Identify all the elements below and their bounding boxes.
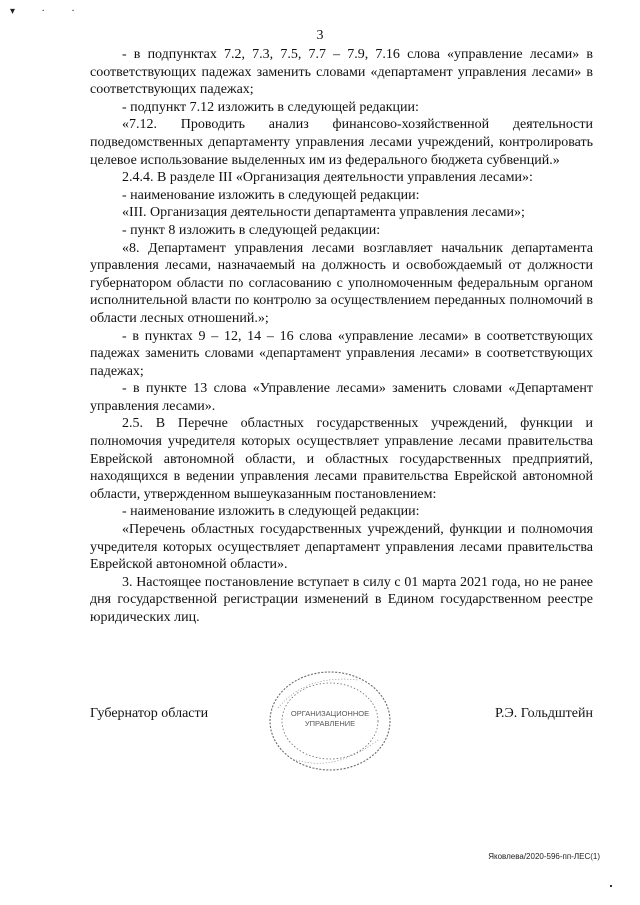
paragraph-13: «Перечень областных государственных учреждений, функции и полномочия учредителя которых осуществляет департамент управления лесами правительства Еврейской автономной области».: [90, 522, 593, 573]
paragraph-11: 2.5. В Перечне областных государственных учреждений, функции и полномочия учредителя которых осуществляет управление лесами правительства Еврейской автономной области, и областных государственных предприятий, находящихся в ведении управления лесами правительства Еврейской автономной области, утвержденном вышеуказанным постановлением:: [90, 416, 593, 502]
paragraph-4: 2.4.4. В разделе III «Организация деятельности управления лесами»:: [122, 170, 533, 186]
paragraph-10: - в пункте 13 слова «Управление лесами» заменить словами «Департамент управления лесами».: [90, 381, 593, 414]
paragraph-6: «III. Организация деятельности департамента управления лесами»;: [122, 205, 525, 221]
paragraph-5: - наименование изложить в следующей редакции:: [122, 187, 420, 203]
official-stamp: [266, 668, 394, 774]
stamp-text-line-1: ОРГАНИЗАЦИОННОЕ: [290, 709, 370, 718]
paragraph-3: «7.12. Проводить анализ финансово-хозяйственной деятельности подведомственных департаменту управления лесами учреждений, контролировать целевое использование выделенных им из федерального бюджета субвенций.»: [90, 117, 593, 168]
scan-speck: [610, 885, 612, 887]
paragraph-1: - в подпунктах 7.2, 7.3, 7.5, 7.7 – 7.9, 7.16 слова «управление лесами» в соответствующих падежах заменить словами «департамент управления лесами» в соответствующих падежах;: [90, 47, 593, 98]
page-number: 3: [316, 28, 324, 43]
paragraph-14: 3. Настоящее постановление вступает в силу с 01 марта 2021 года, но не ранее дня государственной регистрации изменений в Едином государственном реестре юридических лиц.: [90, 574, 593, 625]
paragraph-12: - наименование изложить в следующей редакции:: [122, 504, 420, 520]
document-body: [90, 46, 593, 627]
paragraph-8: «8. Департамент управления лесами возглавляет начальник департамента управления лесами, назначаемый на должность и освобождаемый от должности губернатором области по согласованию с уполномоченным федеральным органом исполнительной власти по контролю за осуществлением переданных полномочий в области лесных отношений.»;: [90, 240, 593, 326]
stamp-text-line-2: УПРАВЛЕНИЕ: [304, 719, 356, 728]
document-reference-code: Яковлева/2020-596-пп-ЛЕС(1): [488, 852, 600, 861]
paragraph-9: - в пунктах 9 – 12, 14 – 16 слова «управление лесами» в соответствующих падежах заменить словами «департамент управления лесами» в соответствующих падежах;: [90, 328, 593, 379]
scan-specks: ▾ · ·: [10, 6, 87, 17]
signatory-name: Р.Э. Гольдштейн: [494, 706, 593, 721]
signatory-title: Губернатор области: [90, 706, 209, 721]
paragraph-7: - пункт 8 изложить в следующей редакции:: [122, 222, 381, 238]
paragraph-2: - подпункт 7.12 изложить в следующей редакции:: [122, 99, 419, 115]
